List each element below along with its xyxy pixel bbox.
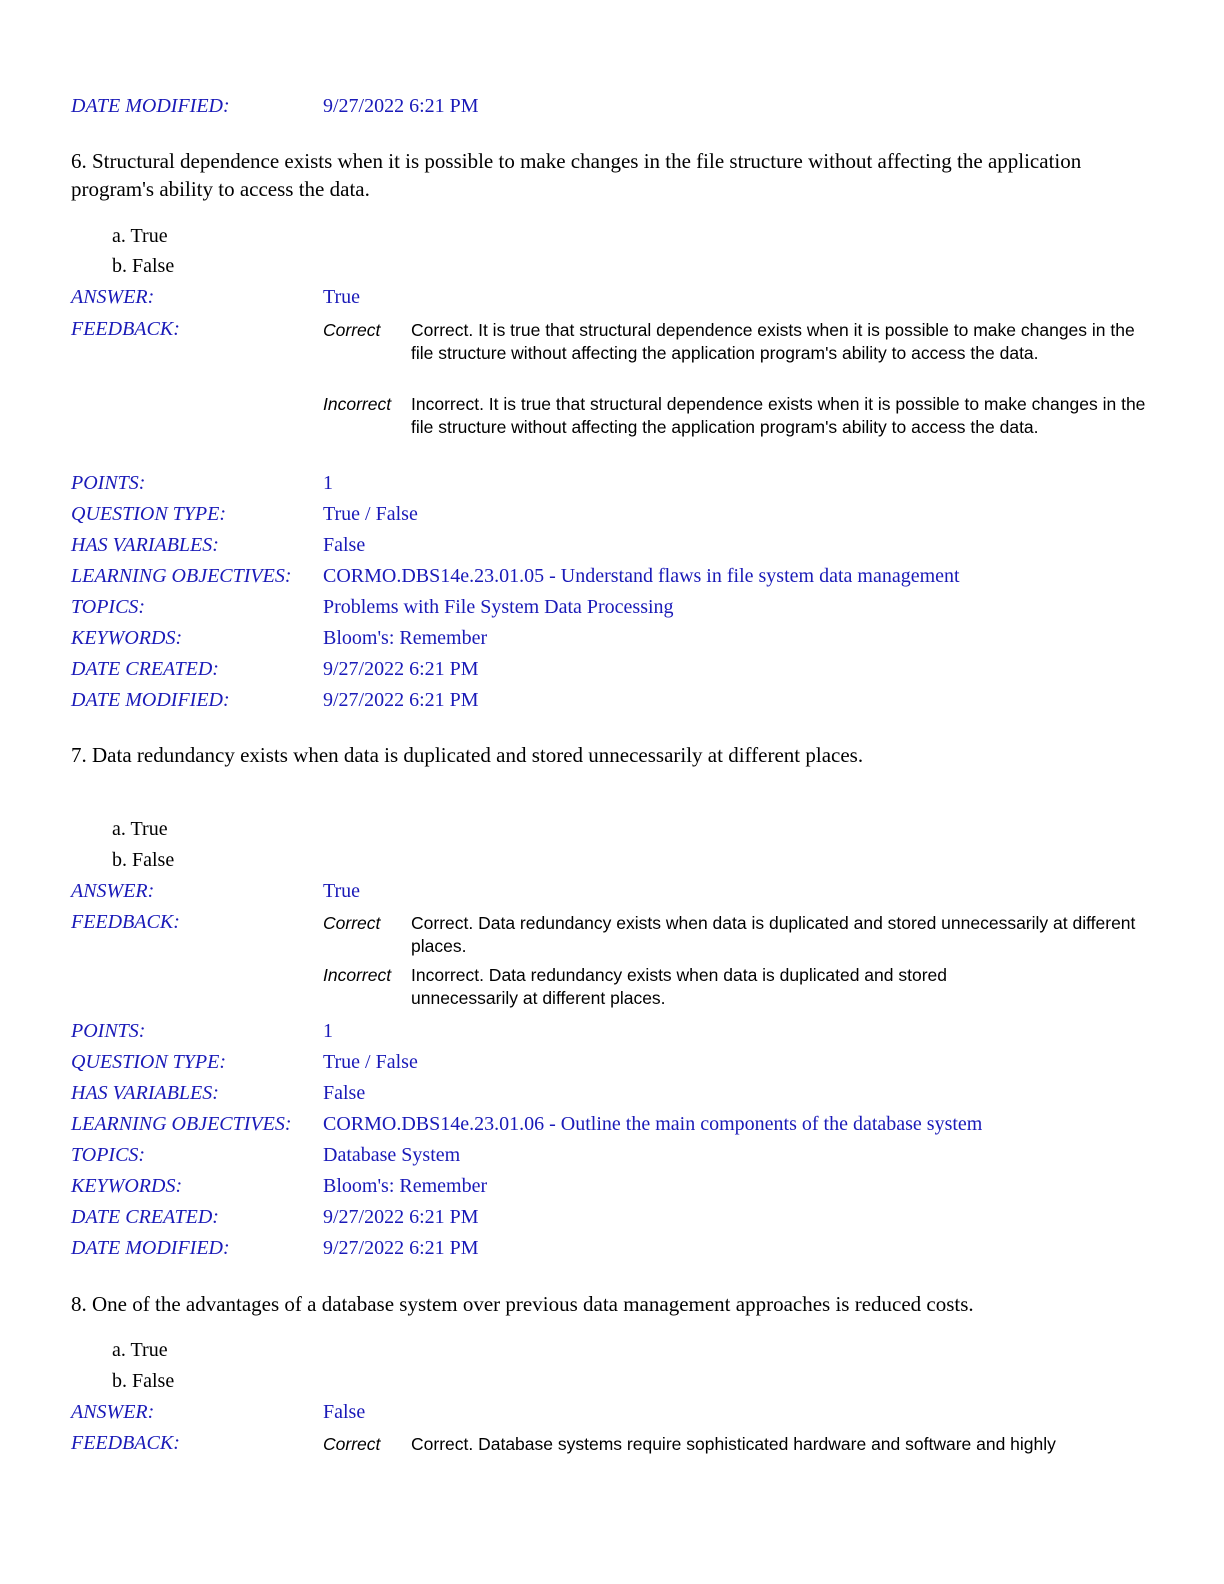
q7-option-b: b. False: [112, 849, 175, 871]
has-variables-value: False: [323, 534, 366, 556]
answer-value: True: [323, 286, 361, 308]
q8-answer-row: [71, 1398, 1161, 1426]
q7-option-a: a. True: [112, 818, 168, 840]
date-created-label: DATE CREATED:: [71, 658, 219, 680]
q6-topics-row: [71, 593, 1161, 621]
q8-option-b: b. False: [112, 1370, 175, 1392]
learning-objectives-value: CORMO.DBS14e.23.01.06 - Outline the main components of the database system: [323, 1113, 983, 1135]
date-modified-value: 9/27/2022 6:21 PM: [323, 689, 479, 711]
topics-value: Problems with File System Data Processing: [323, 596, 674, 618]
answer-value: False: [323, 1401, 366, 1423]
question-8-text: 8. One of the advantages of a database system over previous data management approaches is reduced costs.: [71, 1292, 974, 1316]
feedback-kind: Correct: [323, 913, 381, 933]
question-type-value: True / False: [323, 1051, 418, 1073]
feedback-label: FEEDBACK:: [71, 911, 180, 933]
feedback-kind: Correct: [323, 1434, 381, 1454]
q7-points-row: [71, 1017, 1161, 1045]
points-label: POINTS:: [71, 1020, 146, 1042]
q6-created-row: [71, 655, 1161, 683]
date-created-value: 9/27/2022 6:21 PM: [323, 658, 479, 680]
q7-lo-row: [71, 1110, 1161, 1138]
q6-points-row: [71, 469, 1161, 497]
date-created-value: 9/27/2022 6:21 PM: [323, 1206, 479, 1228]
q6-feedback-correct: [323, 319, 1153, 389]
q7-keywords-row: [71, 1172, 1161, 1200]
has-variables-label: HAS VARIABLES:: [71, 1082, 219, 1104]
keywords-label: KEYWORDS:: [71, 1175, 183, 1197]
learning-objectives-value: CORMO.DBS14e.23.01.05 - Understand flaws in file system data management: [323, 565, 960, 587]
topics-label: TOPICS:: [71, 596, 146, 618]
question-type-value: True / False: [323, 503, 418, 525]
has-variables-value: False: [323, 1082, 366, 1104]
date-modified-label: DATE MODIFIED:: [71, 689, 230, 711]
q6-option-a: a. True: [112, 225, 168, 247]
feedback-text: Correct. Database systems require sophisticated hardware and software and highly: [411, 1434, 1056, 1454]
q7-feedback-incorrect: [323, 964, 1153, 1012]
q7-feedback-correct: [323, 912, 1153, 960]
q6-lo-row: [71, 562, 1161, 590]
date-modified-row: [71, 92, 1161, 120]
feedback-label: FEEDBACK:: [71, 318, 180, 340]
feedback-text: Correct. It is true that structural dependence exists when it is possible to make changes in the file structure without affecting the application program's ability to access the data.: [411, 320, 1135, 363]
points-value: 1: [323, 472, 333, 494]
q6-qtype-row: [71, 500, 1161, 528]
date-modified-label: DATE MODIFIED:: [71, 1237, 230, 1259]
q6-feedback-incorrect: [323, 393, 1153, 463]
q6-answer-row: [71, 283, 1161, 311]
points-value: 1: [323, 1020, 333, 1042]
q7-topics-row: [71, 1141, 1161, 1169]
points-label: POINTS:: [71, 472, 146, 494]
feedback-kind: Correct: [323, 320, 381, 340]
topics-label: TOPICS:: [71, 1144, 146, 1166]
q7-answer-row: [71, 877, 1161, 905]
q6-option-b: b. False: [112, 255, 175, 277]
q6-keywords-row: [71, 624, 1161, 652]
q7-modified-row: [71, 1234, 1161, 1262]
answer-label: ANSWER:: [71, 1401, 155, 1423]
feedback-text: Incorrect. It is true that structural dependence exists when it is possible to make changes in the file structure without affecting the application program's ability to access the data.: [411, 394, 1146, 437]
feedback-text: Correct. Data redundancy exists when data is duplicated and stored unnecessarily at different places.: [411, 913, 1136, 956]
date-created-label: DATE CREATED:: [71, 1206, 219, 1228]
date-modified-value: 9/27/2022 6:21 PM: [323, 1237, 479, 1259]
question-type-label: QUESTION TYPE:: [71, 1051, 227, 1073]
answer-value: True: [323, 880, 361, 902]
q7-hasvar-row: [71, 1079, 1161, 1107]
q8-option-a: a. True: [112, 1339, 168, 1361]
feedback-label: FEEDBACK:: [71, 1432, 180, 1454]
feedback-text: Incorrect. Data redundancy exists when data is duplicated and stored unnecessarily at different places.: [411, 965, 948, 1008]
answer-label: ANSWER:: [71, 880, 155, 902]
date-modified-label: DATE MODIFIED:: [71, 95, 230, 117]
has-variables-label: HAS VARIABLES:: [71, 534, 219, 556]
q8-feedback-correct: [323, 1433, 1153, 1457]
q6-hasvar-row: [71, 531, 1161, 559]
feedback-kind: Incorrect: [323, 965, 392, 985]
q7-qtype-row: [71, 1048, 1161, 1076]
question-7-text: 7. Data redundancy exists when data is duplicated and stored unnecessarily at different places.: [71, 743, 864, 767]
q7-created-row: [71, 1203, 1161, 1231]
feedback-kind: Incorrect: [323, 394, 392, 414]
keywords-label: KEYWORDS:: [71, 627, 183, 649]
keywords-value: Bloom's: Remember: [323, 1175, 488, 1197]
answer-label: ANSWER:: [71, 286, 155, 308]
q6-modified-row: [71, 686, 1161, 714]
topics-value: Database System: [323, 1144, 461, 1166]
question-6-text: 6. Structural dependence exists when it is possible to make changes in the file structure without affecting the application program's ability to access the data.: [71, 149, 1082, 201]
question-type-label: QUESTION TYPE:: [71, 503, 227, 525]
learning-objectives-label: LEARNING OBJECTIVES:: [71, 565, 292, 587]
learning-objectives-label: LEARNING OBJECTIVES:: [71, 1113, 292, 1135]
date-modified-value: 9/27/2022 6:21 PM: [323, 95, 479, 117]
keywords-value: Bloom's: Remember: [323, 627, 488, 649]
